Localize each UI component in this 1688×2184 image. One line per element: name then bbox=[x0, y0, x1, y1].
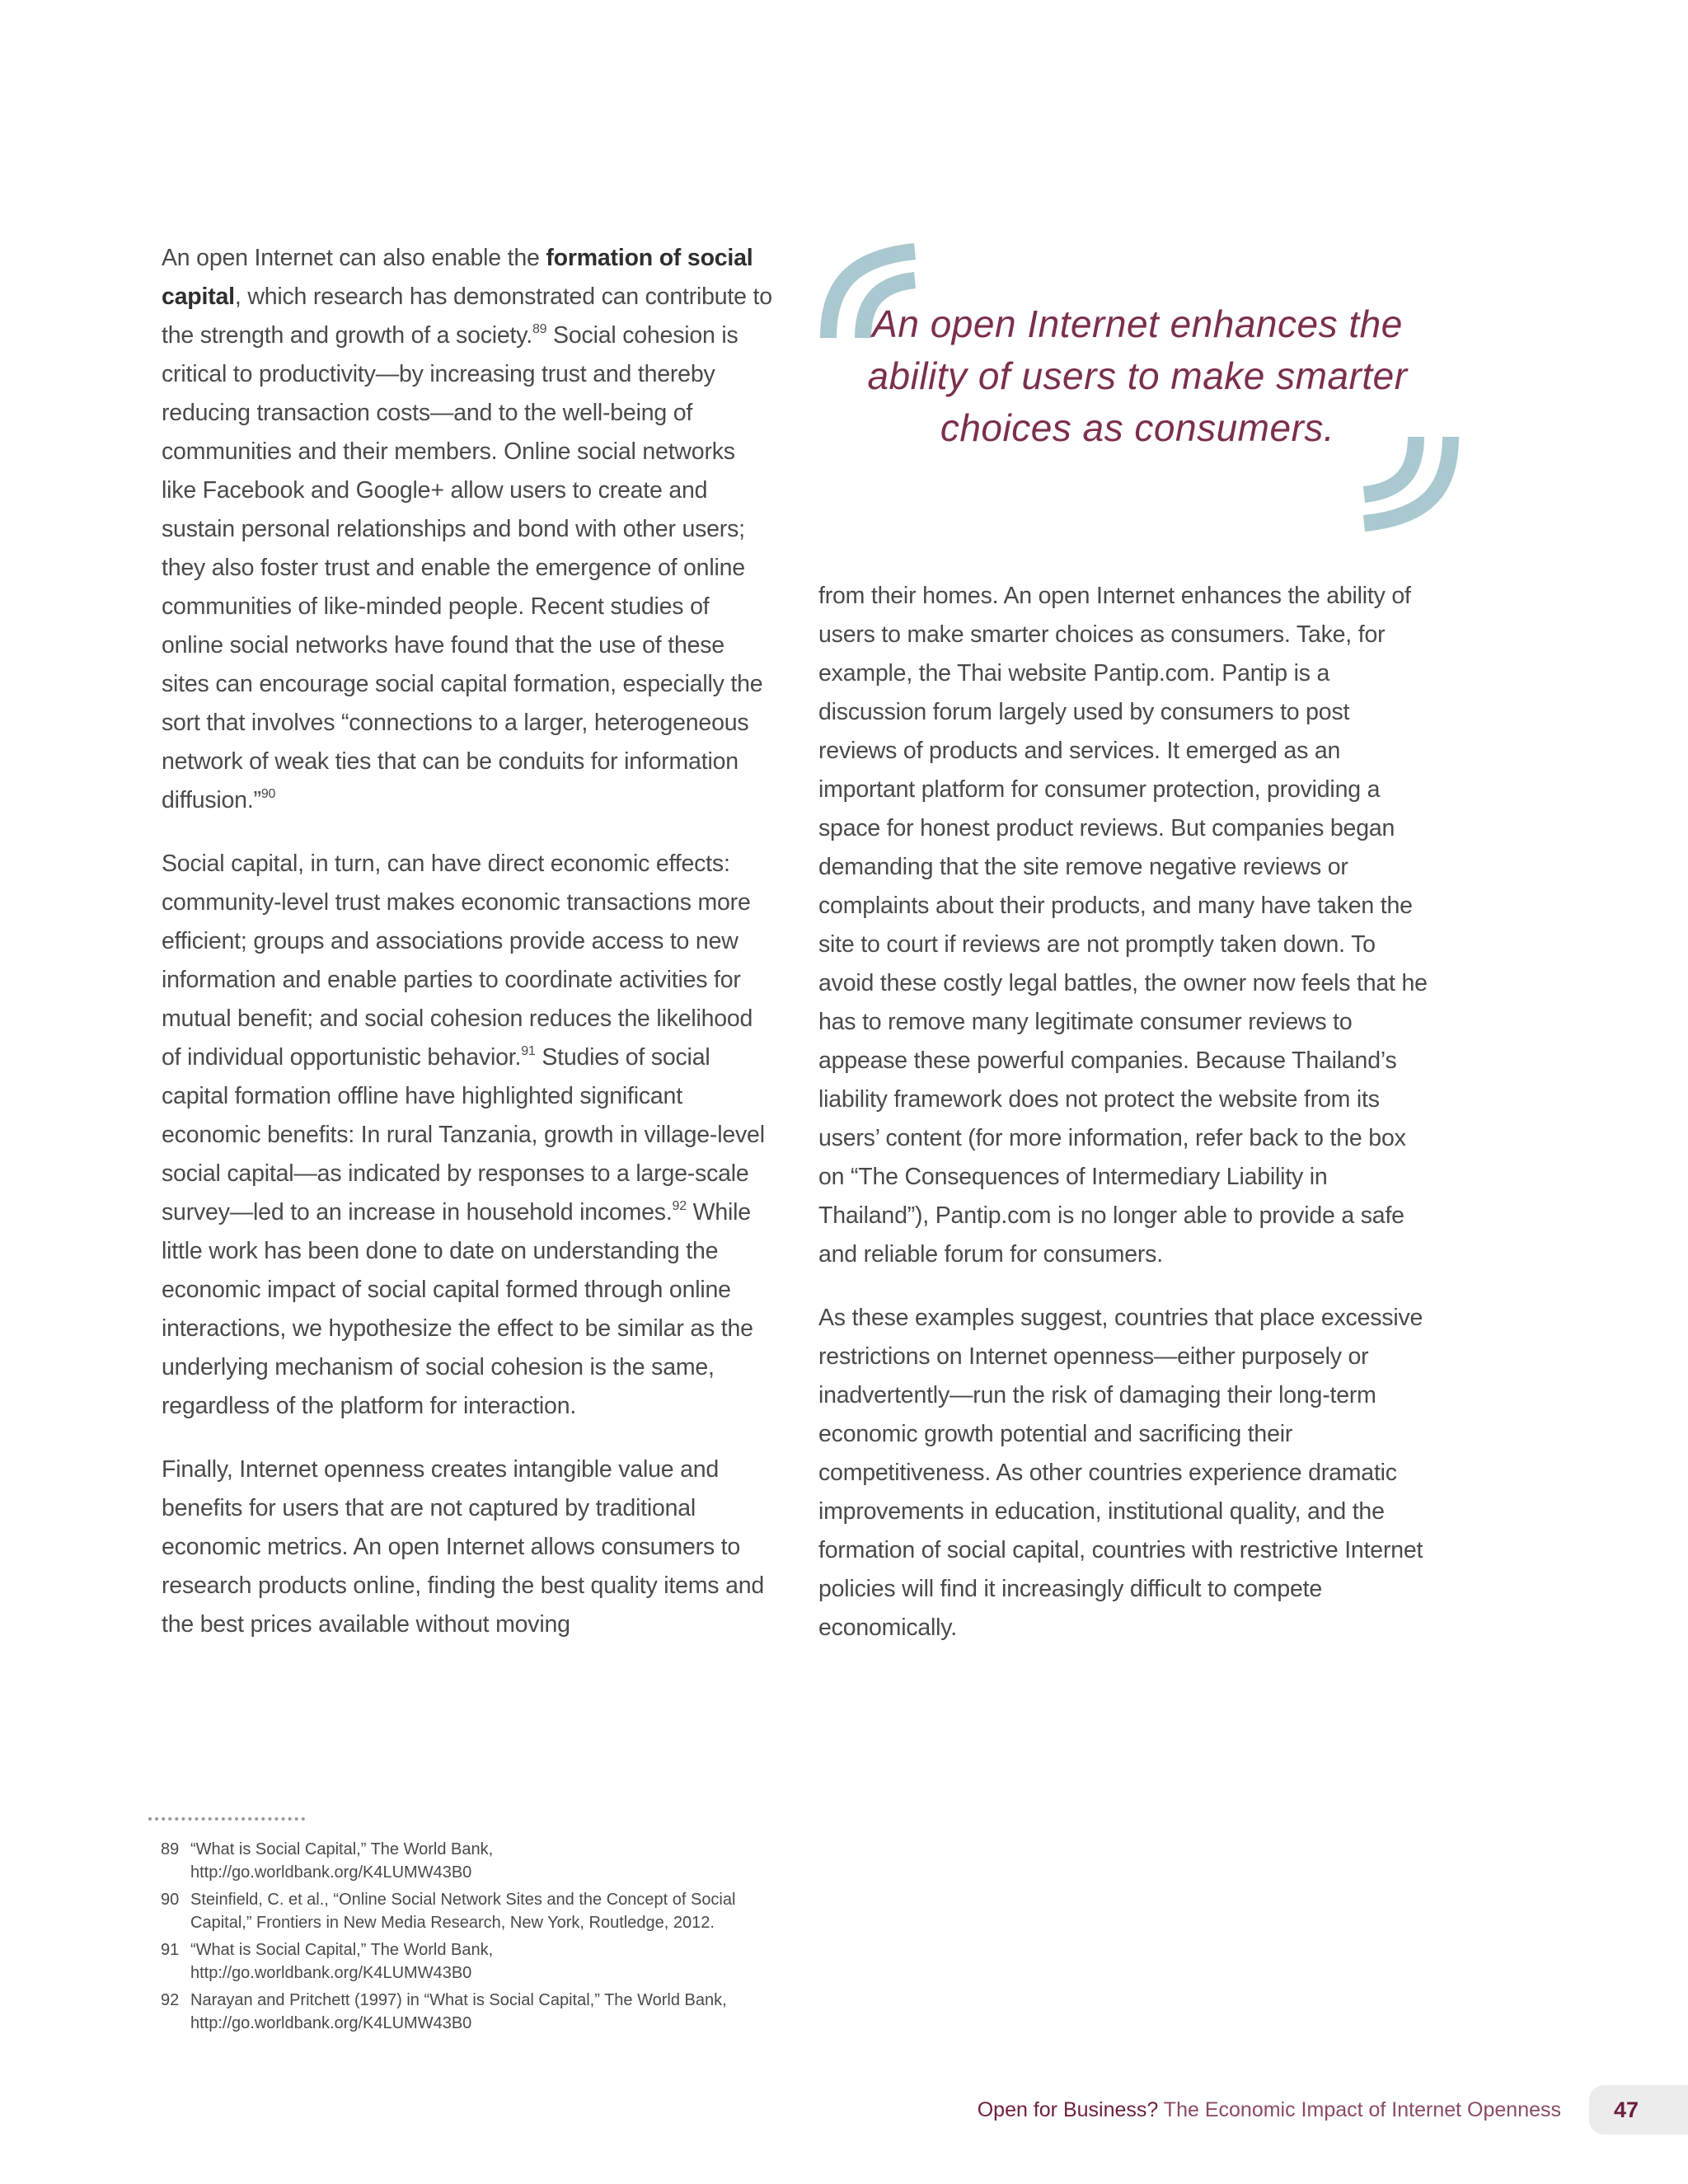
close-quote-mark-icon bbox=[1360, 433, 1467, 532]
right-column bbox=[818, 577, 1432, 1672]
text-run: While little work has been done to date on understanding the economic impact of social capital formed through online interactions, we hypothesize the effect to be similar as the underlying mechanism of social cohesion is the same, regardless of the platform for interaction. bbox=[162, 1199, 753, 1419]
text-run: An open Internet can also enable the bbox=[162, 245, 546, 271]
footnote-number: 90 bbox=[161, 1891, 180, 1909]
footer-title-bold: Open for Business? bbox=[977, 2098, 1159, 2121]
text-run: Social cohesion is critical to productivity—by increasing trust and thereby reducing transaction costs—and to the well-being of communities and their members. Online social networks like Facebook and Google+ allow users to create and sustain personal relationships and bond with other users; they also foster trust and enable the emergence of online communities of like-minded people. Recent studies of online social networks have found that the use of these sites can encourage social capital formation, especially the sort that involves “connections to a larger, heterogeneous network of weak ties that can be conduits for information diffusion.” bbox=[162, 322, 763, 813]
footnote-text: Steinfield, C. et al., “Online Social Network Sites and the Concept of Social Capital,” Frontiers in New Media Research, New York, Routledge, 2012. bbox=[190, 1891, 736, 1932]
footnote-ref-92[interactable]: 92 bbox=[672, 1199, 687, 1213]
paragraph-conclusion: As these examples suggest, countries that place excessive restrictions on Internet openness—either purposely or inadvertently—run the risk of damaging their long-term economic growth potential and sacrificing their competitiveness. As other countries experience dramatic improvements in education, institutional quality, and the formation of social capital, countries with restrictive Internet policies will find it increasingly difficult to compete economically. bbox=[818, 1305, 1423, 1641]
paragraph-pantip: from their homes. An open Internet enhances the ability of users to make smarter choices as consumers. Take, for example, the Thai website Pantip.com. Pantip is a discussion forum largely used by consumers to post reviews of products and services. It emerged as an important platform for consumer protection, providing a space for honest product reviews. But companies began demanding that the site remove negative reviews or complaints about their products, and many have taken the site to court if reviews are not promptly taken down. To avoid these costly legal battles, the owner now feels that he has to remove many legitimate consumer reviews to appease these powerful companies. Because Thailand’s liability framework does not protect the website from its users’ content (for more information, refer back to the box on “The Consequences of Intermediary Liability in Thailand”), Pantip.com is no longer able to provide a safe and reliable forum for consumers. bbox=[818, 583, 1428, 1268]
footnote-item bbox=[161, 1938, 754, 1985]
footnote-item bbox=[161, 1838, 754, 1884]
footnote-ref-91[interactable]: 91 bbox=[521, 1044, 536, 1058]
footnote-text: “What is Social Capital,” The World Bank, http://go.worldbank.org/K4LUMW43B0 bbox=[190, 1941, 494, 1982]
footnote-text: “What is Social Capital,” The World Bank, http://go.worldbank.org/K4LUMW43B0 bbox=[190, 1840, 494, 1882]
page-number: 47 bbox=[1613, 2097, 1639, 2122]
footnote-ref-90[interactable]: 90 bbox=[260, 787, 276, 801]
footnote-item bbox=[161, 1888, 754, 1934]
text-run: Studies of social capital formation offline have highlighted significant economic benefits: In rural Tanzania, growth in village-level social capital—as indicated by responses to a large-scale survey—led to an increase in household incomes. bbox=[162, 1044, 765, 1226]
footnote-ref-89[interactable]: 89 bbox=[532, 322, 547, 336]
pull-quote: An open Internet enhances the ability of users to make smarter choices as consumers. bbox=[867, 302, 1408, 449]
paragraph-intangible-value: Finally, Internet openness creates intangible value and benefits for users that are not captured by traditional economic metrics. An open Internet allows consumers to research products online, finding the best quality items and the best prices available without moving bbox=[162, 1456, 765, 1638]
footnote-text: Narayan and Pritchett (1997) in “What is Social Capital,” The World Bank, http://go.worldbank.org/K4LUMW43B0 bbox=[190, 1991, 727, 2032]
text-run: Social capital, in turn, can have direct economic effects: community-level trust makes economic transactions more efficient; groups and associations provide access to new information and enable parties to coordinate activities for mutual benefit; and social cohesion reduces the likelihood of individual opportunistic behavior. bbox=[162, 851, 753, 1071]
footer-title-rest: The Economic Impact of Internet Openness bbox=[1158, 2098, 1561, 2121]
footnote-number: 92 bbox=[161, 1991, 180, 2009]
paragraph-social-capital bbox=[162, 239, 776, 820]
footnote-item bbox=[161, 1989, 754, 2035]
footnotes bbox=[161, 1838, 754, 2039]
left-column bbox=[162, 239, 776, 1669]
bold-term: formation of social capital bbox=[162, 245, 753, 310]
running-footer bbox=[978, 2095, 1561, 2125]
text-run: , which research has demonstrated can contribute to the strength and growth of a society. bbox=[162, 284, 772, 349]
footnote-number: 89 bbox=[161, 1840, 180, 1858]
footnote-number: 91 bbox=[161, 1941, 180, 1959]
paragraph-economic-effects bbox=[162, 845, 776, 1426]
footnote-separator bbox=[148, 1817, 305, 1821]
